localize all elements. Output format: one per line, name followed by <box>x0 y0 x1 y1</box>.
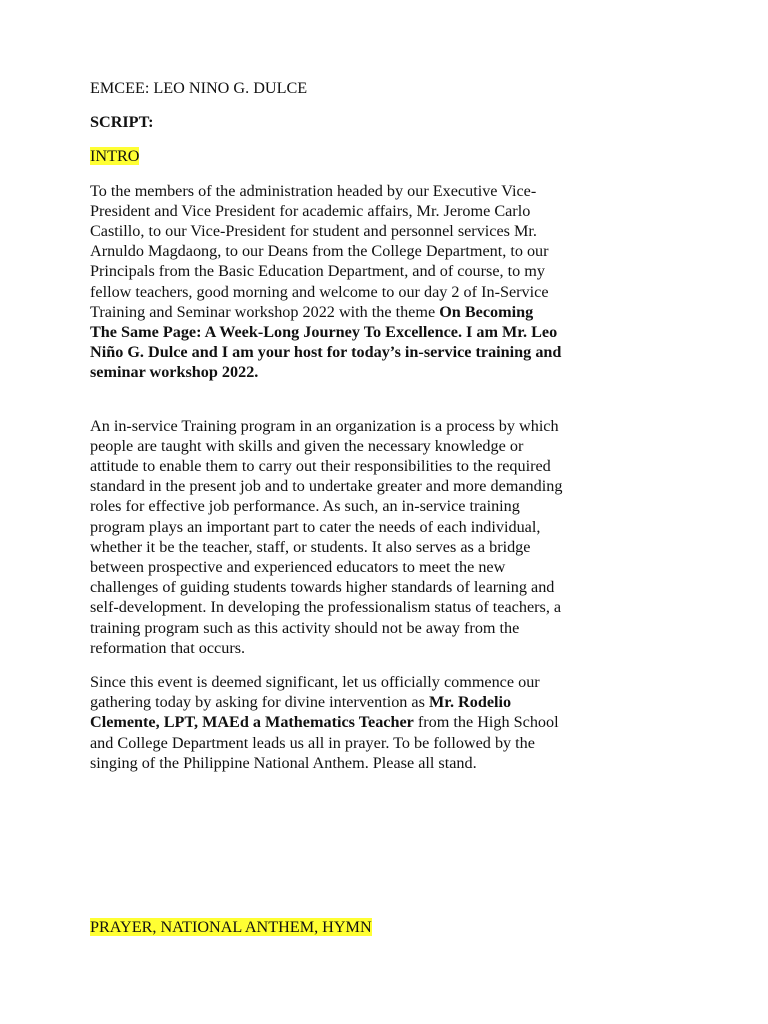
text-line <box>90 692 690 712</box>
theme-bold-text: On Becoming <box>439 302 534 321</box>
host-bold-text: seminar workshop 2022. <box>90 363 259 382</box>
intro-heading: INTRO <box>90 147 140 166</box>
text-line: self-development. In developing the professionalism status of teachers, a <box>90 598 562 617</box>
script-label: SCRIPT: <box>90 113 154 132</box>
text-line <box>90 342 690 362</box>
text-line <box>90 362 690 382</box>
text-line: fellow teachers, good morning and welcome to our day 2 of In-Service <box>90 282 549 301</box>
text-line: Since this event is deemed significant, let us officially commence our <box>90 673 540 692</box>
text-line: Castillo, to our Vice-President for student and personnel services Mr. <box>90 222 537 241</box>
text-line: singing of the Philippine National Anthem. Please all stand. <box>90 753 477 772</box>
footer-heading-wrap <box>90 917 372 937</box>
text-line: attitude to enable them to carry out their responsibilities to the required <box>90 457 551 476</box>
text-line: An in-service Training program in an organization is a process by which <box>90 416 559 435</box>
text-line: roles for effective job performance. As such, an in-service training <box>90 497 520 516</box>
paragraph-prayer-call <box>90 672 690 773</box>
text-line <box>90 322 690 342</box>
text-segment: Training and Seminar workshop 2022 with the theme <box>90 302 440 321</box>
text-line: President and Vice President for academic affairs, Mr. Jerome Carlo <box>90 201 531 220</box>
text-line: To the members of the administration headed by our Executive Vice- <box>90 181 537 200</box>
footer-heading: PRAYER, NATIONAL ANTHEM, HYMN <box>90 918 372 936</box>
text-segment: gathering today by asking for divine intervention as <box>90 693 429 712</box>
text-line: Principals from the Basic Education Department, and of course, to my <box>90 262 545 281</box>
text-line: between prospective and experienced educators to meet the new <box>90 558 506 577</box>
text-line <box>90 302 690 322</box>
theme-bold-text: The Same Page: A Week-Long Journey To Excellence. I am Mr. Leo <box>90 323 558 342</box>
text-line: training program such as this activity should not be away from the <box>90 618 520 637</box>
text-line <box>90 712 690 732</box>
text-line: and College Department leads us all in prayer. To be followed by the <box>90 733 535 752</box>
text-line: whether it be the teacher, staff, or students. It also serves as a bridge <box>90 537 531 556</box>
paragraph-training-description <box>90 416 690 658</box>
text-line: Arnuldo Magdaong, to our Deans from the College Department, to our <box>90 242 549 261</box>
intro-heading-wrap <box>90 146 690 166</box>
emcee-line: EMCEE: LEO NINO G. DULCE <box>90 79 308 97</box>
prayer-leader-bold-text: Mr. Rodelio <box>428 693 512 712</box>
text-line: people are taught with skills and given the necessary knowledge or <box>90 436 524 455</box>
text-segment: from the High School <box>413 713 559 732</box>
paragraph-intro-greeting <box>90 181 690 383</box>
host-bold-text: Niño G. Dulce and I am your host for today’s in-service training and <box>90 343 562 362</box>
document-page <box>90 78 690 773</box>
text-line: standard in the present job and to undertake greater and more demanding <box>90 477 563 496</box>
text-line: program plays an important part to cater the needs of each individual, <box>90 517 541 536</box>
text-line: reformation that occurs. <box>90 638 246 657</box>
prayer-leader-bold-text: Clemente, LPT, MAEd a Mathematics Teacher <box>90 713 414 732</box>
text-line: challenges of guiding students towards higher standards of learning and <box>90 578 555 597</box>
